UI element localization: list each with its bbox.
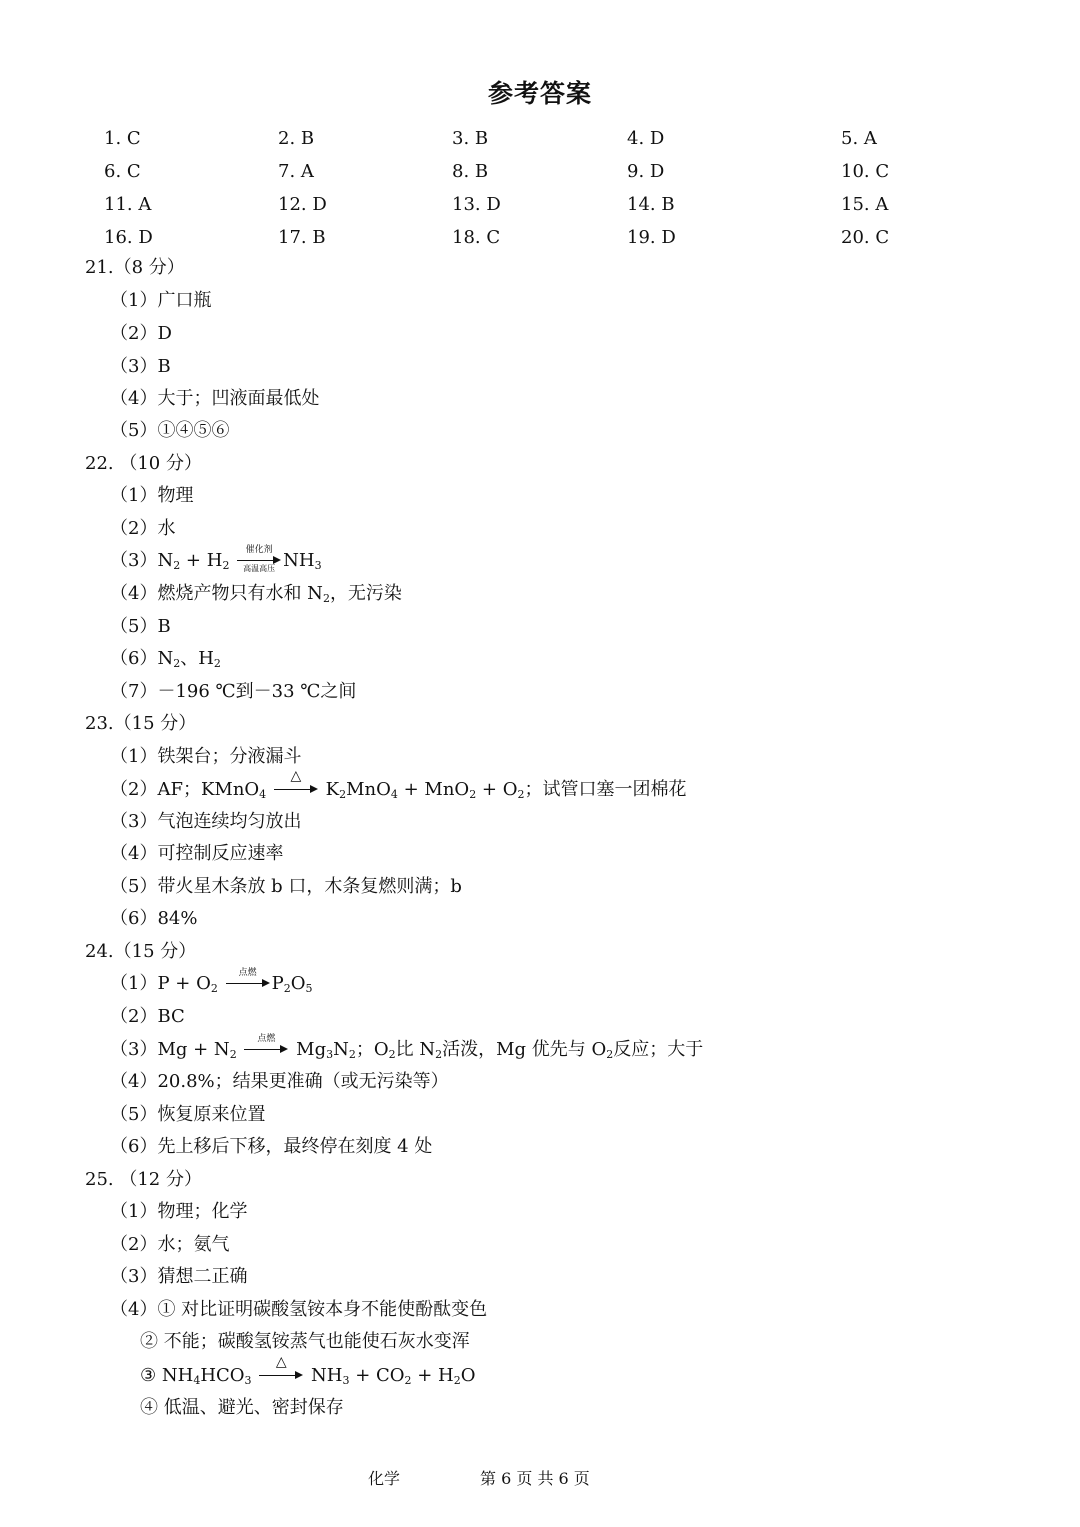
reaction-arrow: △ [259, 1364, 303, 1388]
mc-answer: 18. C [452, 227, 501, 248]
mc-row [0, 227, 1080, 259]
page-title: 参考答案 [487, 79, 592, 108]
answer-line: ② 不能；碳酸氢铵蒸气也能使石灰水变浑 [140, 1331, 470, 1352]
footer-page-number: 第 6 页 共 6 页 [480, 1469, 590, 1488]
mc-answer: 16. D [104, 227, 153, 248]
answer-line: （3）B [110, 356, 171, 377]
mc-answer: 1. C [104, 128, 141, 149]
answer-line: （1）物理；化学 [110, 1201, 248, 1222]
answer-line: （4）可控制反应速率 [110, 843, 284, 864]
answer-line: （3）气泡连续均匀放出 [110, 811, 302, 832]
reaction-arrow: 点燃 [244, 1038, 288, 1062]
mc-row [0, 128, 1080, 160]
answer-line: （7）－196 ℃到－33 ℃之间 [110, 681, 357, 702]
mc-answer: 6. C [104, 161, 141, 182]
mc-answer: 14. B [627, 194, 675, 215]
mc-row [0, 161, 1080, 193]
question-header: 24.（15 分） [85, 941, 197, 962]
answer-line: （1）物理 [110, 485, 194, 506]
answer-line: （4）20.8%；结果更准确（或无污染等） [110, 1071, 449, 1092]
reaction-arrow: 点燃 [226, 972, 270, 996]
equation-line: $(1)P + O_2$ 点燃 $P_2O_5$ [110, 968, 313, 995]
answer-line: （6）先上移后下移，最终停在刻度 4 处 [110, 1136, 433, 1157]
answer-line: （5）带火星木条放 b 口，木条复燃则满；b [110, 876, 462, 897]
answer-line: （5）B [110, 616, 171, 637]
mc-row [0, 194, 1080, 226]
reaction-arrow: △ [274, 778, 318, 802]
mc-answer: 15. A [841, 194, 889, 215]
mc-answer: 7. A [278, 161, 314, 182]
mc-answer: 8. B [452, 161, 489, 182]
answer-line: （1）铁架台；分液漏斗 [110, 746, 302, 767]
equation-line: $(3)Mg + N_2$ 点燃 $Mg_3N_2$；$O_2$比 $N_2$活泼，Mg 优先与 $O_2$反应；大于 [110, 1034, 704, 1061]
equation-line: $(3)N_2 + H_2$ 催化剂 高温高压 $NH_3$ [110, 545, 322, 573]
question-header: 25. （12 分） [85, 1169, 202, 1190]
answer-line: （4）大于；凹液面最低处 [110, 388, 320, 409]
question-header: 21.（8 分） [85, 257, 185, 278]
answer-line: （4）燃烧产物只有水和 $N_2$，无污染 [110, 583, 402, 605]
answer-line: （2）水 [110, 518, 176, 539]
answer-line: $(6)N_2$、$H_2$ [110, 648, 221, 670]
equation-line: （2）AF；KMnO$_4$ △ $K_2MnO_4 + MnO_2 + O_2$；试管口塞一团棉花 [110, 768, 687, 801]
question-header: 22. （10 分） [85, 453, 202, 474]
answer-line: （4）① 对比证明碳酸氢铵本身不能使酚酞变色 [110, 1299, 488, 1320]
mc-answer: 13. D [452, 194, 501, 215]
mc-answer: 10. C [841, 161, 890, 182]
answer-line: （2）BC [110, 1006, 185, 1027]
mc-answer: 11. A [104, 194, 152, 215]
mc-answer: 9. D [627, 161, 665, 182]
mc-answer: 12. D [278, 194, 327, 215]
answer-line: （5）①④⑤⑥ [110, 420, 230, 441]
mc-answer: 17. B [278, 227, 326, 248]
answer-line: （2）D [110, 323, 172, 344]
answer-line: （3）猜想二正确 [110, 1266, 248, 1287]
mc-answer: 2. B [278, 128, 315, 149]
mc-answer: 3. B [452, 128, 489, 149]
mc-answer: 4. D [627, 128, 665, 149]
mc-answer: 19. D [627, 227, 676, 248]
equation-line: ③ $NH_4HCO_3$ △ $NH_3 + CO_2 + H_2O$ [140, 1354, 476, 1387]
footer-subject: 化学 [368, 1469, 401, 1488]
answer-line: （1）广口瓶 [110, 290, 212, 311]
question-header: 23.（15 分） [85, 713, 197, 734]
reaction-arrow: 催化剂 高温高压 [237, 549, 281, 573]
mc-answer: 20. C [841, 227, 890, 248]
answer-line: （5）恢复原来位置 [110, 1104, 266, 1125]
answer-line: （2）水；氨气 [110, 1234, 230, 1255]
answer-line: ④ 低温、避光、密封保存 [140, 1397, 344, 1418]
answer-line: （6）84% [110, 908, 198, 929]
mc-answer: 5. A [841, 128, 877, 149]
